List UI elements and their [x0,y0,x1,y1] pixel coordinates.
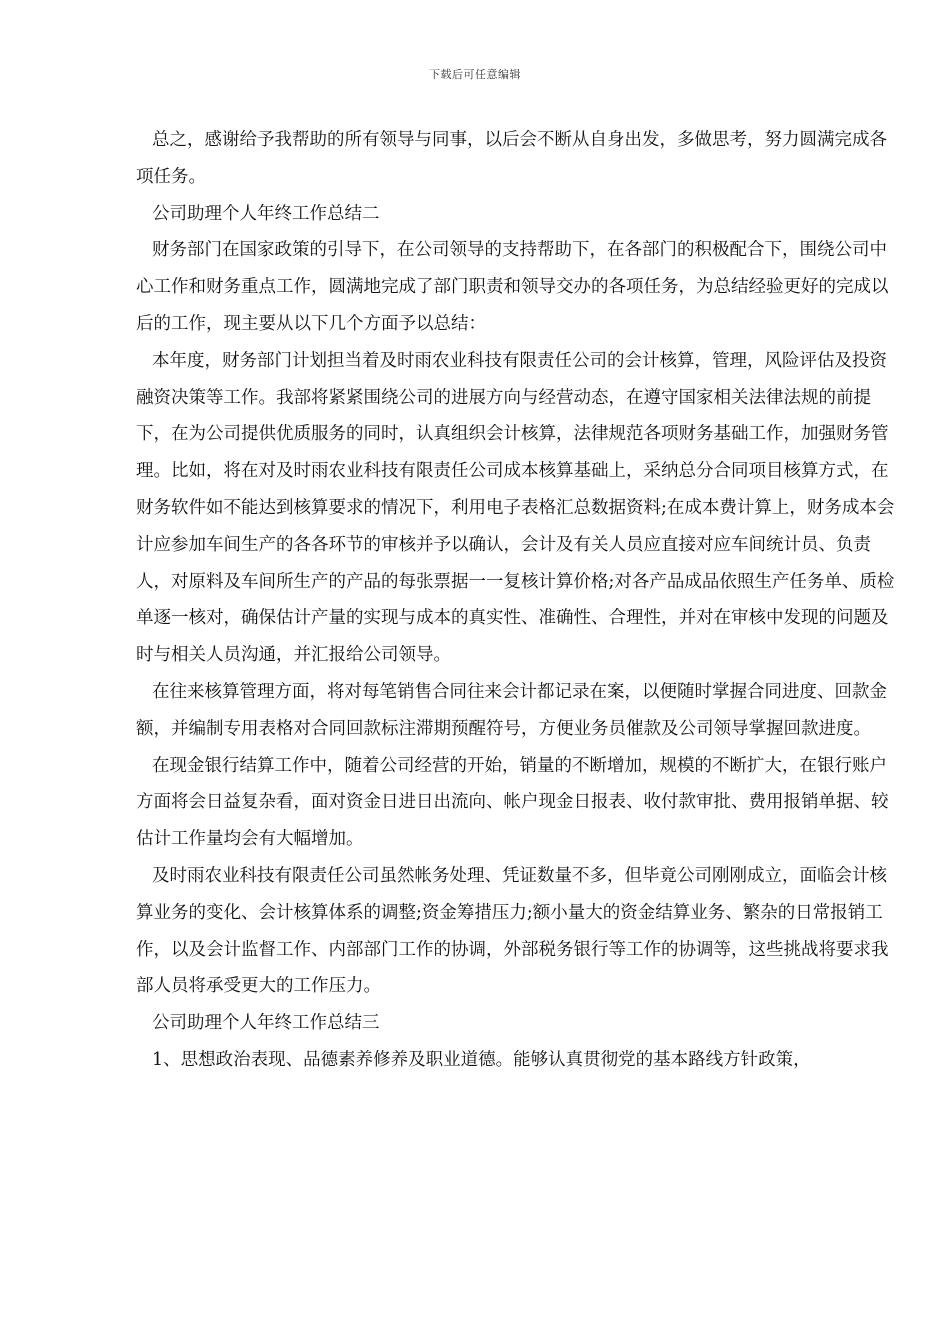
paragraph-ideology: 1、思想政治表现、品德素养修养及职业道德。能够认真贯彻党的基本路线方针政策， [152,1049,811,1070]
page-header: 下载后可任意编辑 [429,68,521,81]
paragraph-annual-plan: 本年度，财务部门计划担当着及时雨农业科技有限责任公司的会计核算，管理，风险评估及投资融资决策等工作。我部将紧紧围绕公司的进展方向与经营动态，在遵守国家相关法律法规的前提下，在为公司提供优质服务的同时，认真组织会计核算，法律规范各项财务基础工作，加强财务管理。比如，将在对及时雨农业科技有限责任公司成本核算基础上，采纳总分合同项目核算方式，在财务软件如不能达到核算要求的情况下，利用电子表格汇总数据资料;在成本费计算上，财务成本会计应参加车间生产的各各环节的审核并予以确认，会计及有关人员应直接对应车间统计员、负责人，对原料及车间所生产的产品的每张票据一一复核计算价格;对各产品成品依照生产任务单、质检单逐一核对，确保估计产量的实现与成本的真实性、准确性、合理性，并对在审核中发现的问题及时与相关人员沟通，并汇报给公司领导。 [136,350,895,666]
paragraph-accounts: 在往来核算管理方面，将对每笔销售合同往来会计都记录在案，以便随时掌握合同进度、回款金额，并编制专用表格对合同回款标注滞期预醒符号，方便业务员催款及公司领导掌握回款进度。 [136,681,887,739]
section-heading-two: 公司助理个人年终工作总结二 [152,203,380,224]
paragraph-cash-settlement: 在现金银行结算工作中，随着公司经营的开始，销量的不断增加，规模的不断扩大，在银行账户方面将会日益复杂看，面对资金日进日出流向、帐户现金日报表、收付款审批、费用报销单据、较估计工作量均会有大幅增加。 [136,755,889,850]
document-body [136,122,896,1079]
paragraph-intro: 财务部门在国家政策的引导下，在公司领导的支持帮助下，在各部门的积极配合下，围绕公司中心工作和财务重点工作，圆满地完成了部门职责和领导交办的各项任务，为总结经验更好的完成以后的工作，现主要从以下几个方面予以总结： [136,240,889,334]
paragraph-challenges: 及时雨农业科技有限责任公司虽然帐务处理、凭证数量不多，但毕竟公司刚刚成立，面临会计核算业务的变化、会计核算体系的调整;资金筹措压力;额小量大的资金结算业务、繁杂的日常报销工作，以及会计监督工作、内部部门工作的协调，外部税务银行等工作的协调等，这些挑战将要求我部人员将承受更大的工作压力。 [136,865,889,997]
section-heading-three: 公司助理个人年终工作总结三 [152,1013,380,1034]
paragraph-closing: 总之，感谢给予我帮助的所有领导与同事，以后会不断从自身出发，多做思考，努力圆满完成各项任务。 [136,130,887,187]
